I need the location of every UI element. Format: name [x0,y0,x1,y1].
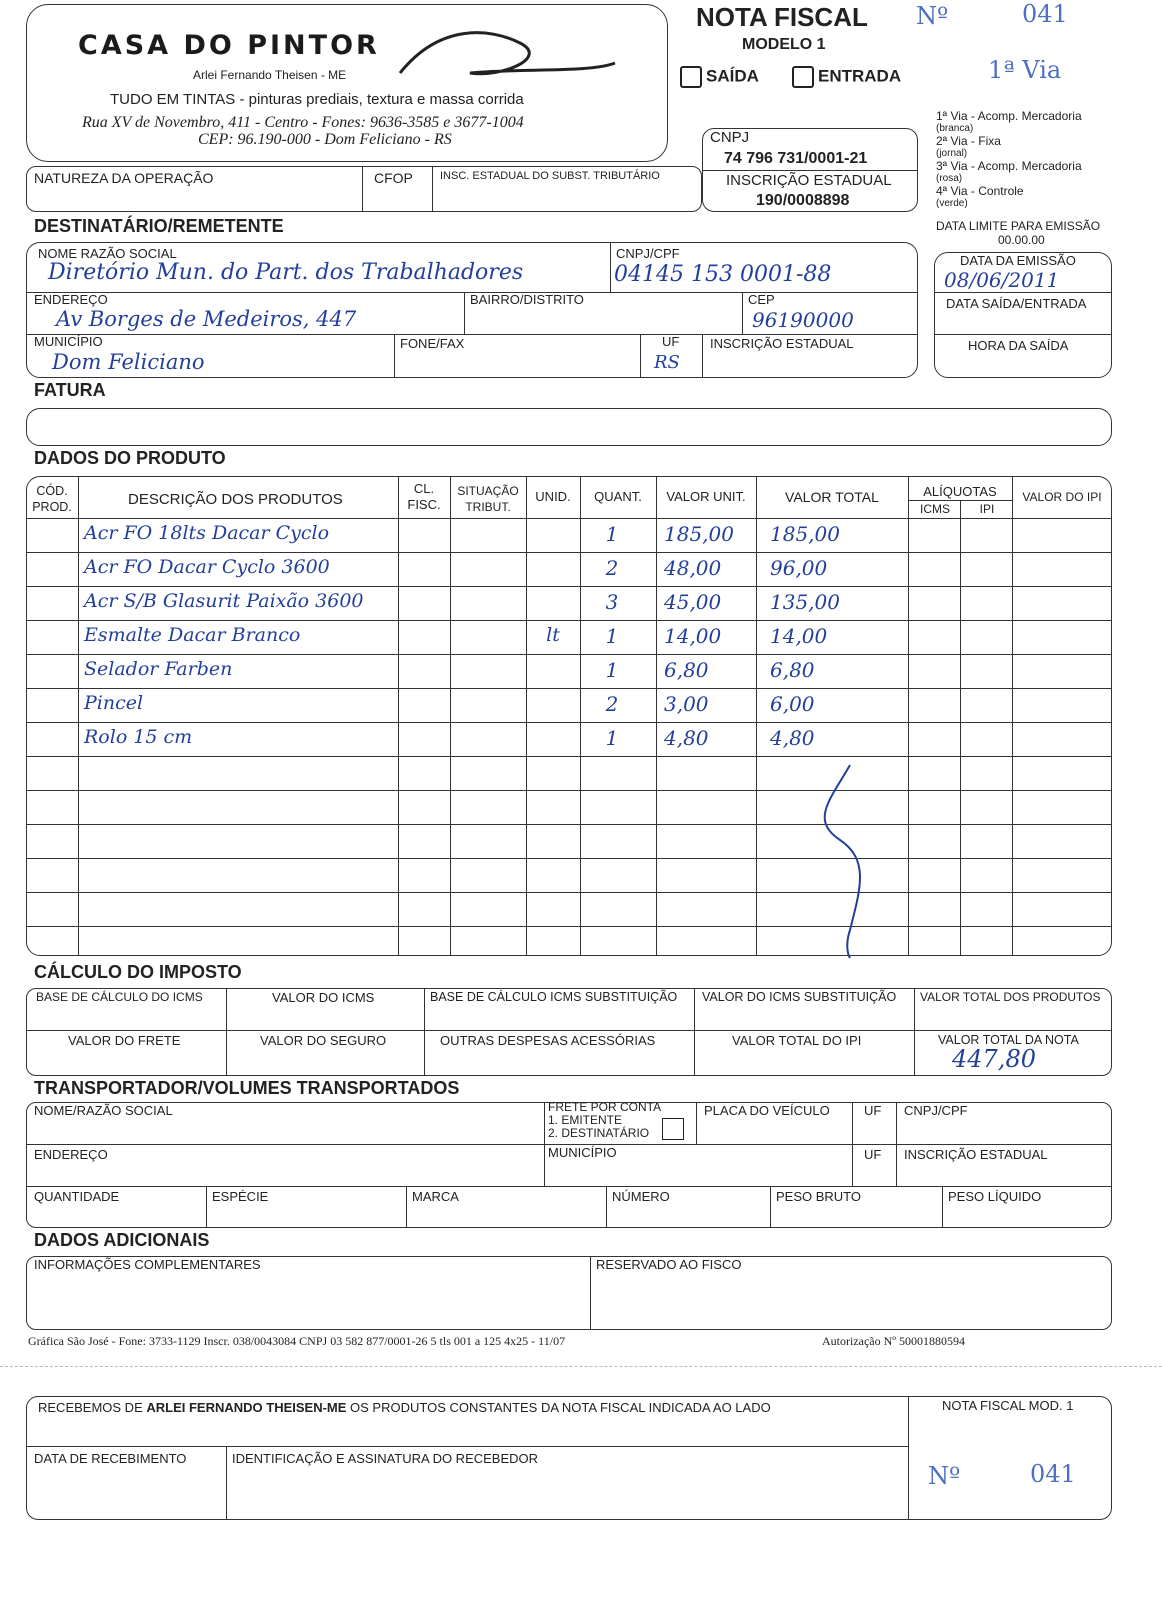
product-vunit: 48,00 [664,556,722,580]
frete-conta-label: FRETE POR CONTA [548,1100,662,1114]
col-vipi: VALOR DO IPI [1022,490,1102,504]
valor-icms-label: VALOR DO ICMS [272,990,375,1005]
cfop-label: CFOP [374,170,413,186]
product-desc: Acr FO 18lts Dacar Cyclo [84,522,330,544]
product-vtotal: 135,00 [770,590,840,614]
peso-liquido-label: PESO LÍQUIDO [948,1189,1042,1204]
receipt-nf-mod: NOTA FISCAL MOD. 1 [942,1398,1074,1413]
receipt-text: RECEBEMOS DE ARLEI FERNANDO THEISEN-ME OS PRODUTOS CONSTANTES DA NOTA FISCAL INDICADA AO LADO [38,1400,771,1415]
saida-box-icon[interactable] [680,66,702,88]
col-vunit: VALOR UNIT. [666,489,746,504]
product-quant: 2 [605,556,619,580]
recipient-cep-value: 96190000 [752,308,854,332]
especie-label: ESPÉCIE [212,1189,269,1204]
recipient-name-label: NOME RAZÃO SOCIAL [38,246,177,261]
product-desc: Acr S/B Glasurit Paixão 3600 [84,590,364,612]
recipient-municipio-label: MUNICÍPIO [34,334,103,349]
recipient-cnpj-value: 04145 153 0001-88 [614,262,832,287]
col-desc: DESCRIÇÃO DOS PRODUTOS [128,491,343,508]
product-vunit: 4,80 [664,726,709,750]
frete-label: VALOR DO FRETE [68,1033,181,1048]
frete-conta-block [548,1101,661,1140]
product-quant: 1 [605,624,619,648]
issuer-address-1: Rua XV de Novembro, 411 - Centro - Fones: 9636-3585 e 3677-1004 [82,114,524,131]
entrada-checkbox[interactable] [792,66,901,88]
product-desc: Acr FO Dacar Cyclo 3600 [84,556,330,578]
product-desc: Esmalte Dacar Branco [84,624,301,646]
hora-saida-label: HORA DA SAÍDA [968,338,1069,353]
recipient-uf-value: RS [654,352,680,373]
recipient-cep-label: CEP [748,292,775,307]
issuer-ie-label: INSCRIÇÃO ESTADUAL [726,172,892,189]
reservado-fisco-label: RESERVADO AO FISCO [596,1257,742,1272]
product-unid: lt [546,624,560,646]
doc-title: NOTA FISCAL [696,2,868,32]
seguro-label: VALOR DO SEGURO [260,1033,387,1048]
recipient-address-value: Av Borges de Medeiros, 447 [56,307,357,331]
emissao-value: 08/06/2011 [944,268,1060,292]
receipt-data-label: DATA DE RECEBIMENTO [34,1451,187,1466]
recipient-name-value: Diretório Mun. do Part. dos Trabalhadores [48,260,524,285]
issuer-cnpj-label: CNPJ [710,129,750,146]
product-quant: 2 [605,692,619,716]
marca-label: MARCA [412,1189,459,1204]
issuer-address-2: CEP: 96.190-000 - Dom Feliciano - RS [198,131,452,148]
total-nota-label: VALOR TOTAL DA NOTA [938,1033,1079,1047]
vias-list: 1ª Via - Acomp. Mercadoria (branca) 2ª Via - Fixa (jornal) 3ª Via - Acomp. Mercadoria (rosa) 4ª Via - Controle (verde) [936,109,1082,209]
product-desc: Pincel [84,692,144,714]
col-ipi: IPI [979,502,995,516]
transport-municipio-label: MUNICÍPIO [548,1145,617,1160]
frete-emitente-option: 1. EMITENTE [548,1113,623,1127]
insc-subst-label: INSC. ESTADUAL DO SUBST. TRIBUTÁRIO [440,170,660,182]
doc-model: MODELO 1 [742,36,826,53]
recipient-bairro-label: BAIRRO/DISTRITO [470,292,584,307]
issuer-cnpj: 74 796 731/0001-21 [724,150,868,167]
cancel-squiggle [810,760,890,960]
frete-destinatario-option: 2. DESTINATÁRIO [548,1126,650,1140]
col-vtotal: VALOR TOTAL [785,489,879,505]
total-produtos-label: VALOR TOTAL DOS PRODUTOS [920,990,1101,1004]
recipient-address-label: ENDEREÇO [34,292,108,307]
entrada-box-icon[interactable] [792,66,814,88]
transport-ie-label: INSCRIÇÃO ESTADUAL [904,1147,1048,1162]
tax-section-title: CÁLCULO DO IMPOSTO [34,962,242,982]
entrada-label: ENTRADA [818,66,902,86]
transport-cnpj-label: CNPJ/CPF [904,1103,968,1118]
frete-checkbox[interactable] [662,1118,684,1140]
fatura-title: FATURA [34,380,106,400]
products-table [26,476,1112,956]
total-ipi-label: VALOR TOTAL DO IPI [732,1033,862,1048]
peso-bruto-label: PESO BRUTO [776,1189,862,1204]
doc-number: 041 [1022,0,1068,28]
product-vunit: 6,80 [664,658,709,682]
perforation-line [0,1366,1162,1367]
col-aliquotas: ALÍQUOTAS [923,484,997,499]
total-nota-value: 447,80 [952,1045,1036,1073]
autorizacao-footer: Autorização Nº 50001880594 [822,1334,966,1348]
doc-via: 1ª Via [988,56,1062,84]
limit-value: 00.00.00 [998,233,1045,247]
product-quant: 3 [605,590,619,614]
transport-uf-label: UF [864,1103,882,1118]
limit-label: DATA LIMITE PARA EMISSÃO [936,219,1101,233]
transport-section-title: TRANSPORTADOR/VOLUMES TRANSPORTADOS [34,1078,460,1098]
product-vunit: 185,00 [664,522,734,546]
product-vtotal: 14,00 [770,624,828,648]
issuer-slogan: TUDO EM TINTAS - pinturas prediais, textura e massa corrida [110,91,524,108]
receipt-number: 041 [1030,1460,1076,1488]
emissao-label: DATA DA EMISSÃO [960,253,1076,268]
issuer-owner: Arlei Fernando Theisen - ME [193,68,347,82]
additional-section-title: DADOS ADICIONAIS [34,1230,210,1250]
outras-label: OUTRAS DESPESAS ACESSÓRIAS [440,1033,656,1048]
base-subst-label: BASE DE CÁLCULO ICMS SUBSTITUIÇÃO [430,990,678,1004]
recipient-fone-label: FONE/FAX [400,336,465,351]
printer-footer: Gráfica São José - Fone: 3733-1129 Inscr. 038/0043084 CNPJ 03 582 877/0001-26 5 tls 001 a 125 4x25 - 11/07 [28,1334,566,1348]
brand-logo: CASA DO PINTOR [78,30,380,61]
product-vunit: 3,00 [664,692,709,716]
info-complementares-label: INFORMAÇÕES COMPLEMENTARES [34,1257,261,1272]
base-icms-label: BASE DE CÁLCULO DO ICMS [36,990,203,1004]
col-unid: UNID. [535,489,571,504]
transport-endereco-label: ENDEREÇO [34,1147,108,1162]
receipt-number-prefix: Nº [928,1462,961,1490]
product-desc: Selador Farben [84,658,233,680]
product-vtotal: 185,00 [770,522,840,546]
brush-stroke-logo [380,18,620,88]
recipient-municipio-value: Dom Feliciano [52,350,205,374]
doc-number-prefix: Nº [916,2,949,30]
numero-label: NÚMERO [612,1189,670,1204]
recipient-uf-label: UF [662,334,680,349]
natureza-label: NATUREZA DA OPERAÇÃO [34,170,214,186]
col-cl: CL. FISC. [407,481,441,512]
product-quant: 1 [605,726,619,750]
col-cod: CÓD. PROD. [32,484,72,514]
fatura-box [26,408,1112,446]
recipient-cnpj-label: CNPJ/CPF [616,246,680,261]
col-sit: SITUAÇÃO TRIBUT. [457,484,519,514]
saida-entrada-label: DATA SAÍDA/ENTRADA [946,296,1087,311]
product-quant: 1 [605,658,619,682]
recipient-section-title: DESTINATÁRIO/REMETENTE [34,216,284,236]
receipt-assinatura-label: IDENTIFICAÇÃO E ASSINATURA DO RECEBEDOR [232,1451,539,1466]
saida-checkbox[interactable] [680,66,759,88]
product-quant: 1 [605,522,619,546]
transport-nome-label: NOME/RAZÃO SOCIAL [34,1103,173,1118]
saida-label: SAÍDA [706,66,759,86]
product-vunit: 45,00 [664,590,722,614]
product-vtotal: 6,80 [770,658,815,682]
product-vtotal: 6,00 [770,692,815,716]
valor-subst-label: VALOR DO ICMS SUBSTITUIÇÃO [702,990,897,1004]
product-desc: Rolo 15 cm [84,726,193,748]
recipient-ie-label: INSCRIÇÃO ESTADUAL [710,336,854,351]
col-icms: ICMS [920,502,950,516]
product-vunit: 14,00 [664,624,722,648]
col-quant: QUANT. [594,489,642,504]
transport-uf2-label: UF [864,1147,882,1162]
placa-label: PLACA DO VEÍCULO [704,1103,830,1118]
issuer-ie: 190/0008898 [756,192,850,209]
product-vtotal: 96,00 [770,556,828,580]
quantidade-label: QUANTIDADE [34,1189,120,1204]
product-vtotal: 4,80 [770,726,815,750]
products-section-title: DADOS DO PRODUTO [34,448,226,468]
